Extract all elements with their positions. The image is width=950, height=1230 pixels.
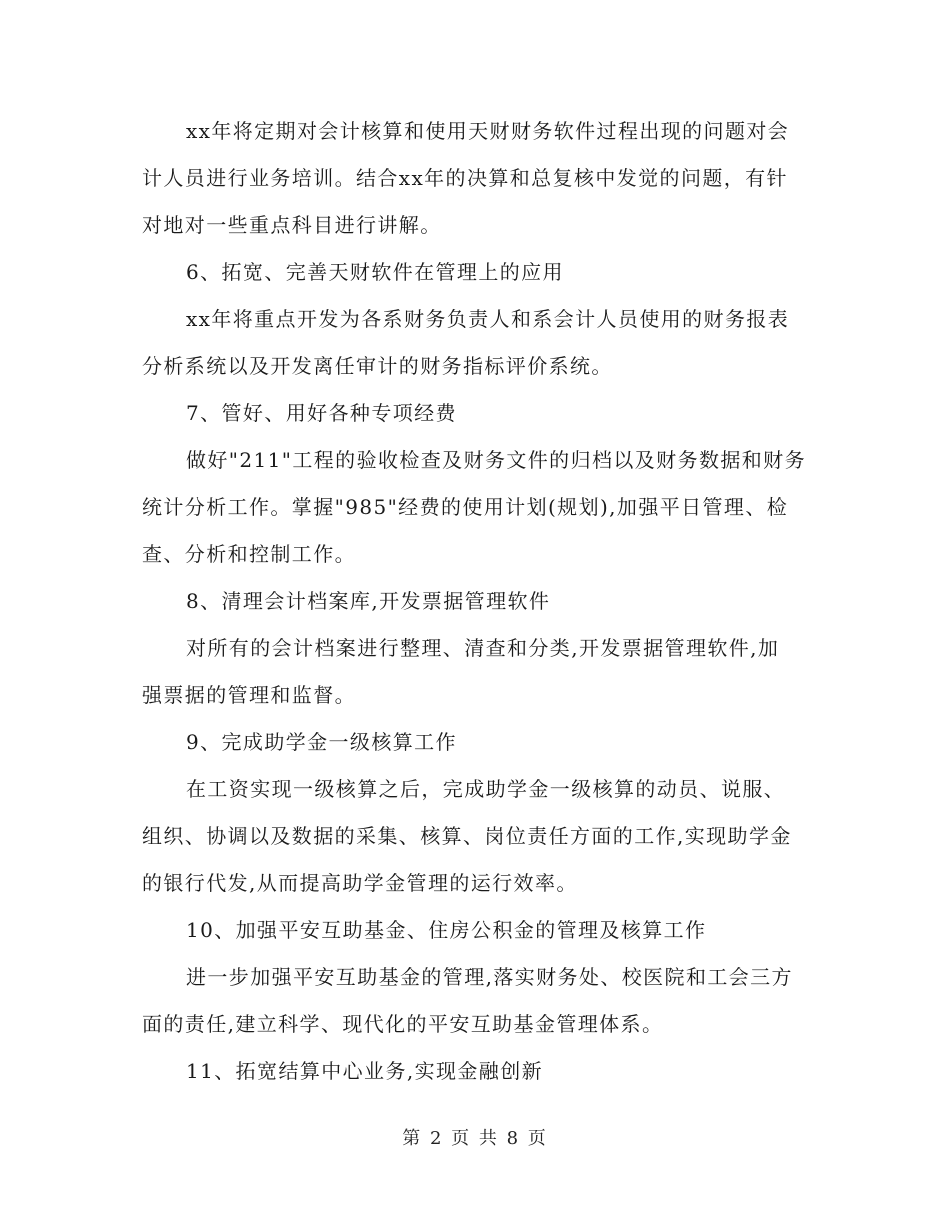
section-heading-7: 7、管好、用好各种专项经费 bbox=[186, 401, 457, 425]
paragraph-line: 进一步加强平安互助基金的管理,落实财务处、校医院和工会三方 bbox=[186, 965, 793, 989]
section-heading-6: 6、拓宽、完善天财软件在管理上的应用 bbox=[186, 260, 564, 284]
section-heading-11: 11、拓宽结算中心业务,实现金融创新 bbox=[186, 1059, 544, 1083]
paragraph-line: xx年将重点开发为各系财务负责人和系会计人员使用的财务报表 bbox=[186, 307, 790, 331]
paragraph-line: 强票据的管理和监督。 bbox=[142, 683, 356, 707]
page-number-footer: 第 2 页 共 8 页 bbox=[402, 1128, 548, 1149]
paragraph-line: 做好"211"工程的验收检查及财务文件的归档以及财务数据和财务 bbox=[186, 448, 806, 472]
paragraph-line: 面的责任,建立科学、现代化的平安互助基金管理体系。 bbox=[142, 1012, 664, 1036]
paragraph-line: 的银行代发,从而提高助学金管理的运行效率。 bbox=[142, 871, 578, 895]
paragraph-line: 统计分析工作。掌握"985"经费的使用计划(规划),加强平日管理、检 bbox=[142, 495, 789, 519]
section-heading-8: 8、清理会计档案库,开发票据管理软件 bbox=[186, 589, 551, 613]
section-heading-9: 9、完成助学金一级核算工作 bbox=[186, 730, 457, 754]
paragraph-line: 在工资实现一级核算之后，完成助学金一级核算的动员、说服、 bbox=[186, 777, 786, 801]
paragraph-line: 查、分析和控制工作。 bbox=[142, 542, 356, 566]
paragraph-line: 分析系统以及开发离任审计的财务指标评价系统。 bbox=[142, 354, 613, 378]
paragraph-line: 对地对一些重点科目进行讲解。 bbox=[142, 213, 442, 237]
paragraph-line: 组织、协调以及数据的采集、核算、岗位责任方面的工作,实现助学金 bbox=[142, 824, 792, 848]
paragraph-line: 对所有的会计档案进行整理、清查和分类,开发票据管理软件,加 bbox=[186, 636, 780, 660]
section-heading-10: 10、加强平安互助基金、住房公积金的管理及核算工作 bbox=[186, 918, 707, 942]
document-body bbox=[142, 108, 808, 1095]
paragraph-line: 计人员进行业务培训。结合xx年的决算和总复核中发觉的问题，有针 bbox=[142, 166, 788, 190]
paragraph-line: xx年将定期对会计核算和使用天财财务软件过程出现的问题对会 bbox=[186, 119, 790, 143]
